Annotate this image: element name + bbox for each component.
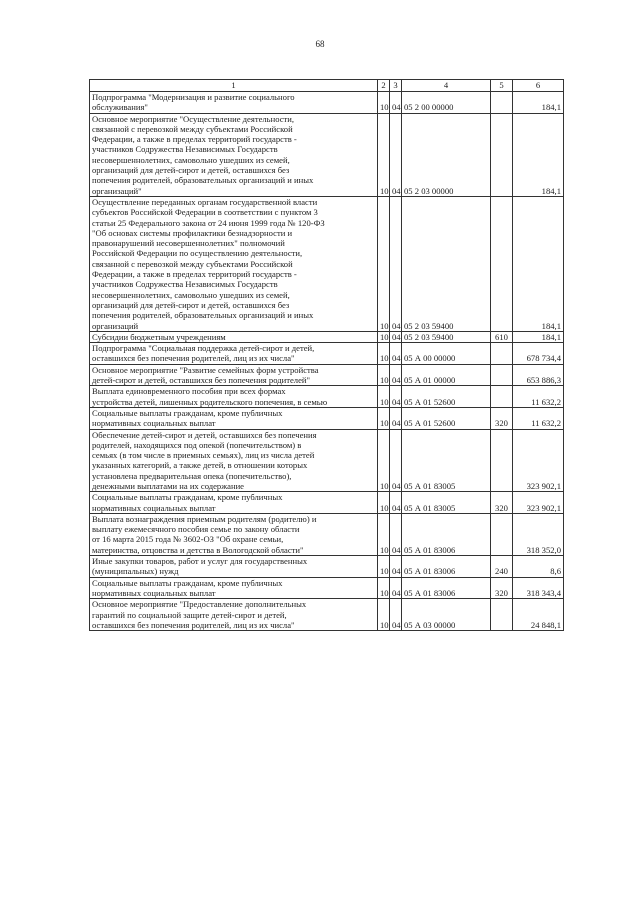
row-expense-type-cell: 610 xyxy=(491,331,513,342)
row-amount-cell: 8,6 xyxy=(513,556,564,578)
row-subsection-cell: 04 xyxy=(390,492,402,514)
header-col-1: 1 xyxy=(90,80,378,92)
table-row xyxy=(90,364,564,386)
row-expense-type-cell xyxy=(491,113,513,196)
row-amount-cell: 11 632,2 xyxy=(513,386,564,408)
row-amount-cell: 24 848,1 xyxy=(513,599,564,631)
table-row xyxy=(90,513,564,555)
row-target-code-cell: 05 А 01 83005 xyxy=(402,429,491,492)
row-target-code-cell: 05 2 03 00000 xyxy=(402,113,491,196)
row-target-code-cell: 05 А 01 83005 xyxy=(402,492,491,514)
row-name-cell: Социальные выплаты гражданам, кроме публичных нормативных социальных выплат xyxy=(90,492,378,514)
row-amount-cell: 184,1 xyxy=(513,196,564,331)
budget-table xyxy=(89,79,564,631)
row-expense-type-cell xyxy=(491,386,513,408)
row-section-cell: 10 xyxy=(378,343,390,365)
row-section-cell: 10 xyxy=(378,407,390,429)
row-subsection-cell: 04 xyxy=(390,429,402,492)
row-subsection-cell: 04 xyxy=(390,556,402,578)
row-name-cell: Основное мероприятие "Развитие семейных форм устройства детей-сирот и детей, оставшихся без попечения родителей" xyxy=(90,364,378,386)
row-expense-type-cell xyxy=(491,513,513,555)
row-name-cell: Иные закупки товаров, работ и услуг для государственных (муниципальных) нужд xyxy=(90,556,378,578)
row-section-cell: 10 xyxy=(378,386,390,408)
header-col-6: 6 xyxy=(513,80,564,92)
row-name-cell: Социальные выплаты гражданам, кроме публичных нормативных социальных выплат xyxy=(90,577,378,599)
row-target-code-cell: 05 А 01 00000 xyxy=(402,364,491,386)
row-section-cell: 10 xyxy=(378,113,390,196)
table-row xyxy=(90,577,564,599)
row-section-cell: 10 xyxy=(378,429,390,492)
row-target-code-cell: 05 2 03 59400 xyxy=(402,196,491,331)
row-subsection-cell: 04 xyxy=(390,343,402,365)
row-expense-type-cell xyxy=(491,343,513,365)
row-target-code-cell: 05 А 01 52600 xyxy=(402,386,491,408)
page-number: 68 xyxy=(315,39,325,49)
row-amount-cell: 678 734,4 xyxy=(513,343,564,365)
table-row xyxy=(90,429,564,492)
row-target-code-cell: 05 А 01 83006 xyxy=(402,556,491,578)
row-section-cell: 10 xyxy=(378,331,390,342)
row-target-code-cell: 05 2 00 00000 xyxy=(402,92,491,114)
row-section-cell: 10 xyxy=(378,196,390,331)
row-section-cell: 10 xyxy=(378,577,390,599)
row-subsection-cell: 04 xyxy=(390,92,402,114)
row-amount-cell: 11 632,2 xyxy=(513,407,564,429)
row-section-cell: 10 xyxy=(378,92,390,114)
row-amount-cell: 318 352,0 xyxy=(513,513,564,555)
row-target-code-cell: 05 А 01 83006 xyxy=(402,577,491,599)
row-amount-cell: 323 902,1 xyxy=(513,429,564,492)
row-expense-type-cell xyxy=(491,92,513,114)
row-subsection-cell: 04 xyxy=(390,113,402,196)
table-row xyxy=(90,92,564,114)
table-row xyxy=(90,407,564,429)
row-amount-cell: 184,1 xyxy=(513,113,564,196)
header-col-2: 2 xyxy=(378,80,390,92)
row-target-code-cell: 05 А 01 83006 xyxy=(402,513,491,555)
row-name-cell: Субсидии бюджетным учреждениям xyxy=(90,331,378,342)
row-expense-type-cell xyxy=(491,196,513,331)
row-name-cell: Основное мероприятие "Осуществление деятельности, связанной с перевозкой между субъектами Российской Федерации, а также в пределах территорий государств - участников Содружества Независимых Государств несовершеннолетних, самовольно ушедших из семей, организаций для детей-сирот и детей, оставшихся без попечения родителей, образовательных организаций и иных организаций" xyxy=(90,113,378,196)
row-section-cell: 10 xyxy=(378,599,390,631)
row-name-cell: Выплата единовременного пособия при всех формах устройства детей, лишенных родительского попечения, в семью xyxy=(90,386,378,408)
header-col-4: 4 xyxy=(402,80,491,92)
row-expense-type-cell: 320 xyxy=(491,577,513,599)
row-name-cell: Осуществление переданных органам государственной власти субъектов Российской Федерации в соответствии с пунктом 3 статьи 25 Федерального закона от 24 июня 1999 года № 120-ФЗ "Об основах системы профилактики безнадзорности и правонарушений несовершеннолетних" полномочий Российской Федерации по осуществлению деятельности, связанной с перевозкой между субъектами Российской Федерации, а также в пределах территорий государств - участников Содружества Независимых Государств несовершеннолетних, самовольно ушедших из семей, организаций для детей-сирот и детей, оставшихся без попечения родителей, образовательных организаций и иных организаций xyxy=(90,196,378,331)
table-row xyxy=(90,599,564,631)
row-subsection-cell: 04 xyxy=(390,577,402,599)
header-col-3: 3 xyxy=(390,80,402,92)
row-target-code-cell: 05 2 03 59400 xyxy=(402,331,491,342)
row-subsection-cell: 04 xyxy=(390,331,402,342)
row-name-cell: Обеспечение детей-сирот и детей, оставшихся без попечения родителей, находящихся под опекой (попечительством) в семьях (в том числе в приемных семьях), лиц из числа детей указанных категорий, а также детей, в отношении которых установлена предварительная опека (попечительство), денежными выплатами на их содержание xyxy=(90,429,378,492)
row-amount-cell: 184,1 xyxy=(513,92,564,114)
row-subsection-cell: 04 xyxy=(390,599,402,631)
row-target-code-cell: 05 А 00 00000 xyxy=(402,343,491,365)
row-expense-type-cell: 320 xyxy=(491,407,513,429)
row-expense-type-cell: 320 xyxy=(491,492,513,514)
row-section-cell: 10 xyxy=(378,556,390,578)
row-subsection-cell: 04 xyxy=(390,407,402,429)
row-subsection-cell: 04 xyxy=(390,386,402,408)
row-target-code-cell: 05 А 03 00000 xyxy=(402,599,491,631)
row-target-code-cell: 05 А 01 52600 xyxy=(402,407,491,429)
row-name-cell: Выплата вознаграждения приемным родителям (родителю) и выплату ежемесячного пособия семье по закону области от 16 марта 2015 года № 3602-ОЗ "Об охране семьи, материнства, отцовства и детства в Вологодской области" xyxy=(90,513,378,555)
row-subsection-cell: 04 xyxy=(390,513,402,555)
row-expense-type-cell xyxy=(491,429,513,492)
table-row xyxy=(90,386,564,408)
table-row xyxy=(90,113,564,196)
row-subsection-cell: 04 xyxy=(390,196,402,331)
row-section-cell: 10 xyxy=(378,492,390,514)
row-name-cell: Социальные выплаты гражданам, кроме публичных нормативных социальных выплат xyxy=(90,407,378,429)
row-name-cell: Подпрограмма "Социальная поддержка детей-сирот и детей, оставшихся без попечения родителей, лиц из их числа" xyxy=(90,343,378,365)
table-row xyxy=(90,492,564,514)
row-section-cell: 10 xyxy=(378,513,390,555)
table-row xyxy=(90,196,564,331)
row-amount-cell: 323 902,1 xyxy=(513,492,564,514)
row-expense-type-cell: 240 xyxy=(491,556,513,578)
row-amount-cell: 653 886,3 xyxy=(513,364,564,386)
table-row xyxy=(90,556,564,578)
row-name-cell: Основное мероприятие "Предоставление дополнительных гарантий по социальной защите детей-сирот и детей, оставшихся без попечения родителей, лиц из их числа" xyxy=(90,599,378,631)
row-expense-type-cell xyxy=(491,599,513,631)
row-name-cell: Подпрограмма "Модернизация и развитие социального обслуживания" xyxy=(90,92,378,114)
row-amount-cell: 318 343,4 xyxy=(513,577,564,599)
table-row xyxy=(90,343,564,365)
row-subsection-cell: 04 xyxy=(390,364,402,386)
header-col-5: 5 xyxy=(491,80,513,92)
row-amount-cell: 184,1 xyxy=(513,331,564,342)
row-section-cell: 10 xyxy=(378,364,390,386)
table-row xyxy=(90,331,564,342)
table-header-row xyxy=(90,80,564,92)
row-expense-type-cell xyxy=(491,364,513,386)
